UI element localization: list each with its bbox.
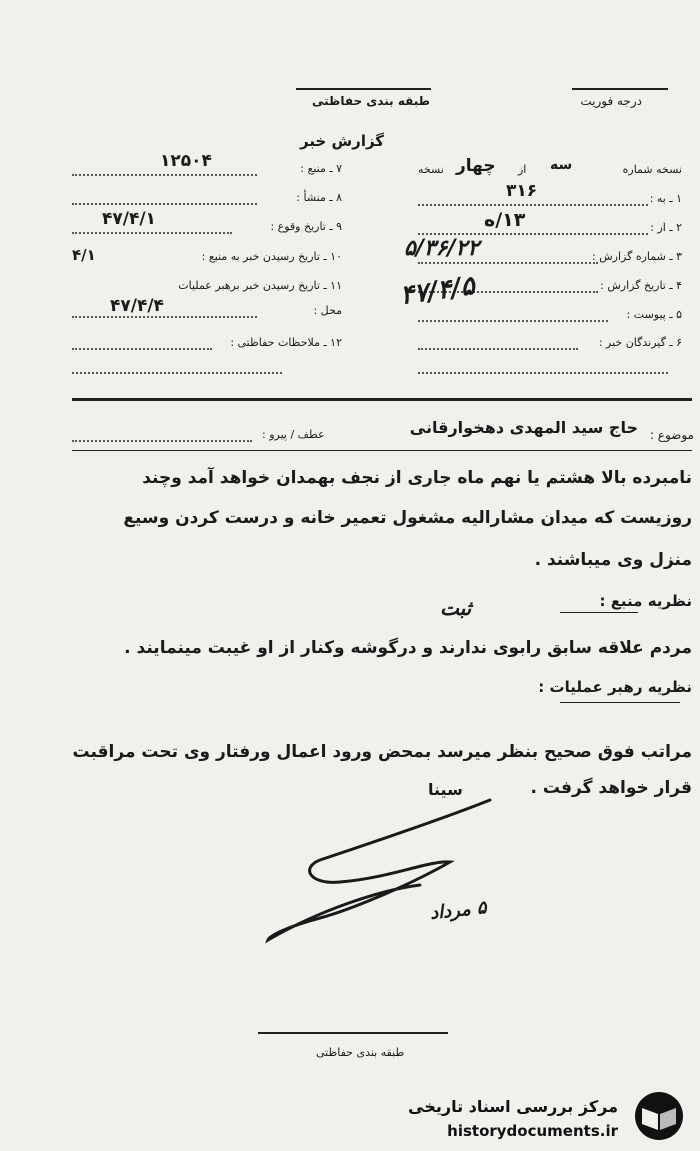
body-line-4: مردم علاقه سابق رابوی ندارند و درگوشه وکنار از او غیبت مینمایند .	[124, 638, 692, 658]
source-opinion-underline	[560, 612, 638, 613]
field-6-label: ۶ ـ گیرندگان خبر :	[598, 336, 682, 349]
subject-label: موضوع :	[649, 428, 694, 442]
body-line-2: روزیست که میدان مشارالیه مشغول تعمیر خانه و درست کردن وسیع	[123, 508, 692, 528]
followup-label: عطف / پیرو :	[262, 428, 325, 441]
field-9-dots	[72, 232, 232, 234]
field-3-dots	[418, 262, 598, 264]
copy-suffix-label: نسخه	[418, 163, 444, 176]
body-line-6: قرار خواهد گرفت .	[530, 778, 692, 798]
field-1-label: ۱ ـ به :	[649, 192, 682, 205]
page-title: گزارش خبر	[300, 132, 385, 150]
source-opinion-label: نظریه منبع :	[599, 592, 692, 610]
field-2-dots	[418, 233, 648, 235]
field-4-value: ۴۷/۴/۵	[398, 270, 477, 312]
field-2-value: ۱۳/ه	[484, 209, 526, 231]
field-7-label: ۷ ـ منبع :	[300, 162, 342, 175]
field-1-dots	[418, 204, 648, 206]
leader-opinion-underline	[560, 702, 680, 703]
footer-rule	[258, 1032, 448, 1034]
field-4-label: ۴ ـ تاریخ گزارش :	[600, 279, 682, 292]
field-5-dots	[418, 320, 608, 322]
field-10-label: ۱۰ ـ تاریخ رسیدن خبر به منبع :	[201, 250, 342, 263]
subject-value: حاج سید المهدی دهخوارقانی	[409, 418, 638, 437]
priority-label: درجه فوریت	[580, 94, 642, 108]
watermark-url: historydocuments.ir	[447, 1122, 618, 1140]
field-11-dots	[72, 316, 257, 318]
body-line-3: منزل وی میباشند .	[534, 550, 692, 570]
field-9-label: ۹ ـ تاریخ وقوع :	[270, 220, 342, 233]
field-11-value: ۴۷/۴/۴	[110, 296, 164, 316]
field-5-label: ۵ ـ پیوست :	[626, 308, 682, 321]
copy-number-value: سه	[550, 157, 573, 173]
field-12-label: ۱۲ ـ ملاحظات حفاظتی :	[230, 336, 342, 349]
field-12-dots	[72, 348, 212, 350]
field-8-label: ۸ ـ منشأ :	[296, 191, 342, 204]
subject-rule	[72, 450, 692, 451]
field-1-value: ۳۱۶	[506, 181, 538, 201]
copy-number-label: نسخه شماره	[622, 163, 682, 176]
field-7-value: ۱۲۵۰۴	[160, 151, 212, 171]
source-opinion-value: ثبت	[440, 596, 472, 620]
footer-classification: طبقه بندی حفاظتی	[316, 1046, 405, 1059]
initials: سینا	[428, 780, 463, 799]
book-logo-icon	[628, 1090, 690, 1142]
field-11-label: ۱۱ ـ تاریخ رسیدن خبر برهبر عملیات	[178, 279, 342, 292]
subject-dots	[72, 440, 252, 442]
classification-label: طبقه بندی حفاظتی	[312, 94, 430, 108]
field-3-value: ۵/۳۶/۲۲	[404, 236, 480, 261]
field-8-dots	[72, 203, 257, 205]
leader-opinion-label: نظریه رهبر عملیات :	[538, 678, 692, 696]
watermark-org-name: مرکز بررسی اسناد تاریخی	[408, 1097, 618, 1116]
field-7-dots	[72, 174, 257, 176]
field-2-label: ۲ ـ از :	[650, 221, 682, 234]
date-annotation: ۵ مرداد	[429, 897, 488, 924]
body-line-1: نامبرده بالا هشتم یا نهم ماه جاری از نجف بهمدان خواهد آمد وچند	[142, 468, 692, 488]
field-11-place-label: محل :	[313, 304, 342, 317]
body-line-5: مراتب فوق صحیح بنظر میرسد بمحض ورود اعمال ورفتار وی تحت مراقبت	[72, 742, 692, 762]
copy-of-value: چهار	[456, 156, 496, 176]
header-rule-left	[296, 88, 431, 90]
field-12-dots-2	[72, 372, 282, 374]
field-6-dots-2	[418, 372, 668, 374]
header-rule-right	[572, 88, 668, 90]
field-6-dots	[418, 348, 578, 350]
field-10-value: ۴/۱	[72, 246, 96, 264]
section-divider	[72, 398, 692, 401]
field-3-label: ۳ ـ شماره گزارش :	[592, 250, 682, 263]
copy-of-label: از	[518, 163, 527, 176]
signature	[260, 790, 510, 950]
field-9-value: ۴۷/۴/۱	[102, 209, 156, 229]
